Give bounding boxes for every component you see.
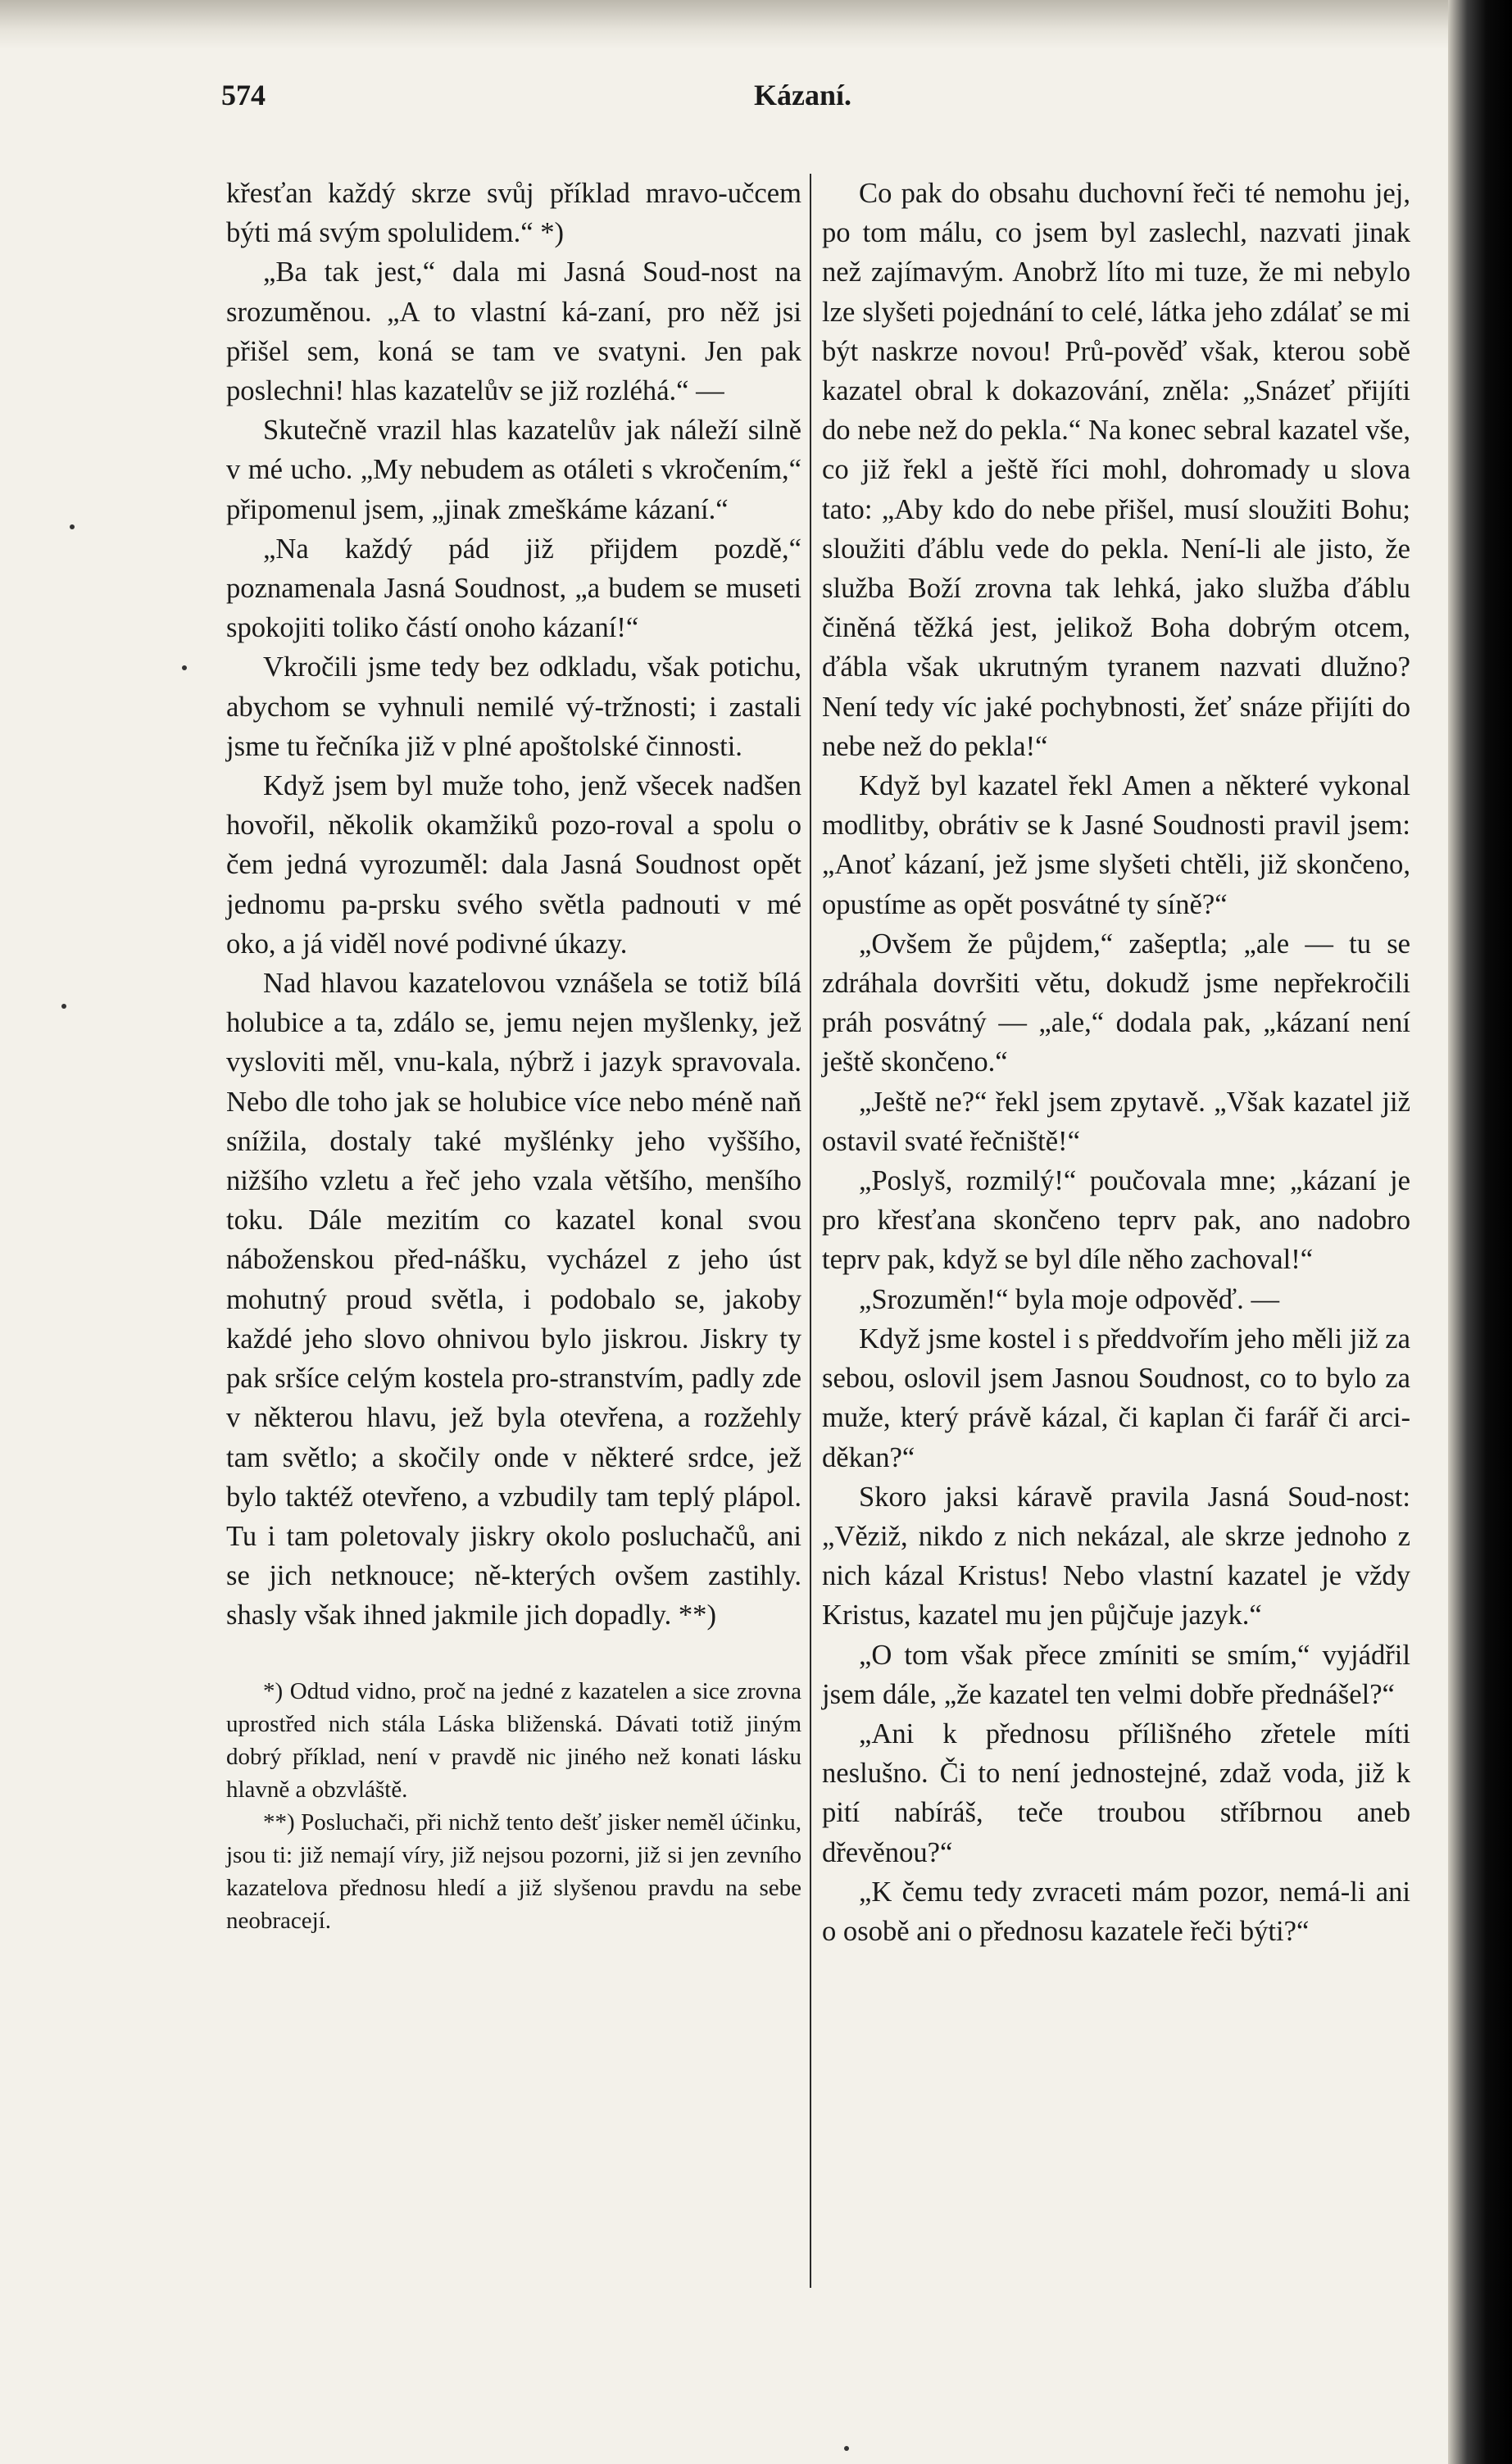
paragraph: Když byl kazatel řekl Amen a některé vykonal modlitby, obrátiv se k Jasné Soudnosti pravil jsem: „Anoť kázaní, jež jsme slyšeti chtěli, již skončeno, opustíme as opět posvátné ty síně?“ (822, 770, 1410, 920)
scan-speck (70, 524, 75, 529)
scan-top-shadow (0, 0, 1512, 49)
paragraph: Vkročili jsme tedy bez odkladu, však potichu, abychom se vyhnuli nemilé vý-tržnosti; i zastali jsme tu řečníka již v plné apoštolské činnosti. (226, 651, 801, 762)
page-header (221, 78, 1418, 119)
paragraph: „Ovšem že půjdem,“ zašeptla; „ale — tu se zdráhala dovršiti větu, dokudž jsme nepřekročili práh posvátný — „ale,“ dodala pak, „kázaní není ještě skončeno.“ (822, 928, 1410, 1078)
paragraph: „Na každý pád již přijdem pozdě,“ poznamenala Jasná Soudnost, „a budem se museti spokojiti toliko částí onoho kázaní!“ (226, 533, 801, 644)
paragraph: „Ba tak jest,“ dala mi Jasná Soud-nost na srozuměnou. „A to vlastní ká-zaní, pro něž jsi přišel sem, koná se tam ve svatyni. Jen pak poslechni! hlas kazatelův se již rozléhá.“ — (226, 256, 801, 407)
paragraph: „O tom však přece zmíniti se smím,“ vyjádřil jsem dále, „že kazatel ten velmi dobře přednášel?“ (822, 1639, 1410, 1710)
scan-edge-shadow (1448, 0, 1512, 2464)
paragraph: „Srozuměn!“ byla moje odpověď. — (859, 1283, 1280, 1315)
footnote: **) Posluchači, při nichž tento dešť jisker neměl účinku, jsou ti: již nemají víry, již nejsou pozorni, již si jen zevního kazatelova přednosu hledí a již slyšenou pravdu na sebe neobracejí. (226, 1808, 801, 1934)
paragraph: křesťan každý skrze svůj příklad mravo-učcem býti má svým spolulidem.“ *) (226, 178, 801, 249)
paragraph: Co pak do obsahu duchovní řeči té nemohu jej, po tom málu, co jsem byl zaslechl, nazvati jinak než zajímavým. Anobrž líto mi tuze, že mi nebylo lze slyšeti pojednání to celé, látka jeho zdálať se mi být naskrze novou! Prů-pověď však, kterou sobě kazatel obral k dokazování, zněla: „Snázeť přijíti do nebe než do pekla.“ Na konec sebral kazatel vše, co již řekl a ještě říci mohl, dohromady u slova tato: „Aby kdo do nebe přišel, musí sloužiti Bohu; sloužiti ďáblu vede do pekla. Není-li ale jisto, že služba Boží zrovna tak lehká, jako služba ďáblu činěná těžká jest, jelikož Boha dobrým otcem, ďábla však ukrutným tyranem nazvati dlužno? Není tedy víc jaké pochybnosti, žeť snáze přijíti do nebe než do pekla!“ (822, 178, 1410, 762)
paragraph: Když jsme kostel i s předdvořím jeho měli již za sebou, oslovil jsem Jasnou Soudnost, co to bylo za muže, který právě kázal, či kaplan či farář či arci-děkan?“ (822, 1323, 1410, 1473)
left-column (226, 174, 801, 1937)
running-head: Kázaní. (754, 79, 852, 111)
paragraph: Když jsem byl muže toho, jenž všecek nadšen hovořil, několik okamžiků pozo-roval a spolu o čem jedná vyrozuměl: dala Jasná Soudnost opět jednomu pa-prsku svého světla padnouti v mé oko, a já viděl nové podivné úkazy. (226, 770, 801, 960)
page-number: 574 (221, 79, 266, 111)
footnotes (226, 1675, 801, 1937)
right-column (822, 174, 1410, 1951)
paragraph: Skutečně vrazil hlas kazatelův jak náleží silně v mé ucho. „My nebudem as otáleti s vkročením,“ připomenul jsem, „jinak zmeškáme kázaní.“ (226, 415, 801, 525)
scan-speck (61, 1004, 66, 1009)
paragraph: „Ani k přednosu přílišného zřetele míti neslušno. Či to není jednostejné, zdaž voda, již k pití nabíráš, teče troubou stříbrnou aneb dřevěnou?“ (822, 1718, 1410, 1868)
paragraph: Skoro jaksi káravě pravila Jasná Soud-nost: „Věziž, nikdo z nich nekázal, ale skrze jednoho z nich kázal Kristus! Nebo vlastní kazatel je vždy Kristus, kazatel mu jen půjčuje jazyk.“ (822, 1481, 1410, 1631)
paragraph: „Ještě ne?“ řekl jsem zpytavě. „Však kazatel již ostavil svaté řečniště!“ (822, 1086, 1410, 1157)
paragraph: Nad hlavou kazatelovou vznášela se totiž bílá holubice a ta, zdálo se, jemu nejen myšlenky, jež vysloviti měl, vnu-kala, nýbrž i jazyk spravovala. Nebo dle toho jak se holubice více nebo méně naň snížila, dostaly také myšlénky jeho vyššího, nižšího vzletu a řeč jeho vzala většího, menšího toku. Dále mezitím co kazatel konal svou náboženskou před-nášku, vycházel z jeho úst mohutný proud světla, i podobalo se, jakoby každé jeho slovo ohnivou bylo jiskrou. Jiskry ty pak sršíce celým kostela pro-stranstvím, padly zde v některou hlavu, jež byla otevřena, a rozžehly tam světlo; a skočily onde v některé srdce, jež bylo taktéž otevřeno, a vzbudily tam teplý plápol. Tu i tam poletovaly jiskry okolo posluchačů, ani se jich netknouce; ně-kterých ovšem zastihly. shasly však ihned jakmile jich dopadly. **) (226, 968, 801, 1631)
paragraph: „Poslyš, rozmilý!“ poučovala mne; „kázaní je pro křesťana skončeno teprv pak, ano nadobro teprv pak, když se byl díle něho zachoval!“ (822, 1165, 1410, 1276)
scan-speck (844, 2446, 849, 2451)
footnote: *) Odtud vidno, proč na jedné z kazatelen a sice zrovna uprostřed nich stála Láska bliženská. Dávati totiž jiným dobrý příklad, není v pravdě nic jiného než konati lásku hlavně a obzvláště. (226, 1677, 801, 1803)
column-divider (810, 174, 811, 2288)
scan-speck (182, 665, 187, 670)
paragraph: „K čemu tedy zvraceti mám pozor, nemá-li ani o osobě ani o přednosu kazatele řeči býti?“ (822, 1876, 1410, 1947)
